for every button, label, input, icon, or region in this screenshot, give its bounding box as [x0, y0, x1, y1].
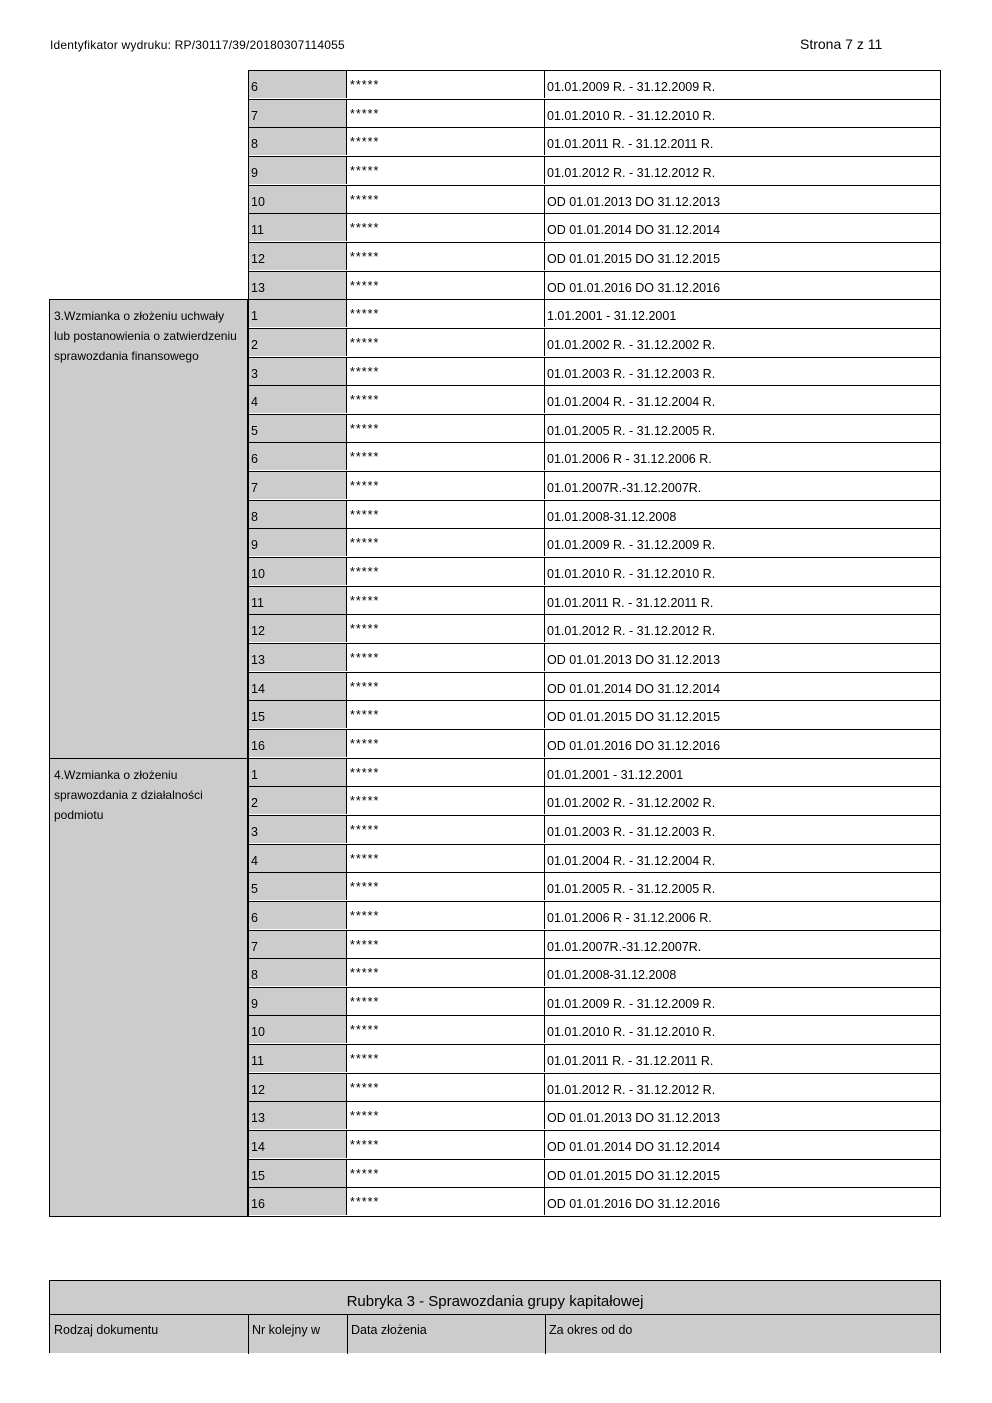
period: OD 01.01.2014 DO 31.12.2014 [547, 682, 721, 696]
period: 1.01.2001 - 31.12.2001 [547, 309, 677, 323]
period: 01.01.2004 R. - 31.12.2004 R. [547, 854, 716, 868]
filing-date: ***** [347, 1016, 545, 1043]
period: OD 01.01.2016 DO 31.12.2016 [547, 281, 721, 295]
filing-date: ***** [347, 787, 545, 814]
filing-date: ***** [347, 71, 545, 98]
table-row [248, 1130, 941, 1160]
page-number: Strona 7 z 11 [800, 36, 883, 52]
table-row [248, 1073, 941, 1102]
table-row [248, 1101, 941, 1131]
filing-date: ***** [347, 1074, 545, 1101]
row-number: 6 [249, 443, 347, 470]
table-row [248, 442, 941, 472]
table-row [248, 700, 941, 730]
table-row [248, 844, 941, 873]
row-number: 11 [249, 214, 347, 241]
filing-date: ***** [347, 845, 545, 872]
col-header-filing-date: Data złożenia [351, 1323, 427, 1337]
period: 01.01.2010 R. - 31.12.2010 R. [547, 1025, 716, 1039]
filing-date: ***** [347, 272, 545, 299]
row-number: 2 [249, 787, 347, 814]
documents-table [49, 70, 941, 1216]
filing-date: ***** [347, 1160, 545, 1187]
filing-date: ***** [347, 243, 545, 270]
table-row [248, 242, 941, 272]
table-row [248, 414, 941, 443]
filing-date: ***** [347, 587, 545, 614]
table-row [248, 471, 941, 501]
period: OD 01.01.2014 DO 31.12.2014 [547, 1140, 721, 1154]
row-number: 9 [249, 529, 347, 556]
row-number: 2 [249, 329, 347, 356]
row-number: 14 [249, 673, 347, 700]
row-number: 1 [249, 759, 347, 786]
row-number: 12 [249, 243, 347, 270]
row-number: 8 [249, 501, 347, 528]
row-number: 3 [249, 358, 347, 385]
section-label: 3.Wzmianka o złożeniu uchwały lub postanowienia o zatwierdzeniu sprawozdania finansowego [49, 299, 248, 759]
table-row [248, 385, 941, 415]
table-row [248, 528, 941, 558]
table-row [248, 70, 941, 100]
period: 01.01.2009 R. - 31.12.2009 R. [547, 538, 716, 552]
table-row [248, 729, 941, 759]
row-number: 15 [249, 1160, 347, 1187]
row-number: 12 [249, 1074, 347, 1101]
table-row [248, 672, 941, 701]
period: 01.01.2012 R. - 31.12.2012 R. [547, 166, 716, 180]
table-row [248, 156, 941, 186]
table-row [248, 872, 941, 902]
filing-date: ***** [347, 1131, 545, 1158]
period: 01.01.2008-31.12.2008 [547, 510, 677, 524]
table-row [248, 357, 941, 386]
filing-date: ***** [347, 558, 545, 585]
row-number: 9 [249, 157, 347, 184]
row-number: 12 [249, 615, 347, 642]
row-number: 7 [249, 100, 347, 127]
filing-date: ***** [347, 988, 545, 1015]
row-number: 1 [249, 300, 347, 327]
row-number: 6 [249, 902, 347, 929]
row-number: 5 [249, 415, 347, 442]
filing-date: ***** [347, 615, 545, 642]
period: 01.01.2009 R. - 31.12.2009 R. [547, 80, 716, 94]
table-row [248, 500, 941, 529]
period: OD 01.01.2015 DO 31.12.2015 [547, 1169, 721, 1183]
table-row [248, 271, 941, 300]
row-number: 13 [249, 272, 347, 299]
row-number: 11 [249, 587, 347, 614]
filing-date: ***** [347, 673, 545, 700]
filing-date: ***** [347, 300, 545, 327]
period: OD 01.01.2016 DO 31.12.2016 [547, 1197, 721, 1211]
row-number: 15 [249, 701, 347, 728]
table-row [248, 815, 941, 845]
period: 01.01.2005 R. - 31.12.2005 R. [547, 424, 716, 438]
table-row [248, 987, 941, 1016]
table-row [248, 1187, 941, 1217]
period: OD 01.01.2014 DO 31.12.2014 [547, 223, 721, 237]
table-row [248, 930, 941, 959]
table-row [248, 758, 941, 787]
row-number: 14 [249, 1131, 347, 1158]
row-number: 4 [249, 386, 347, 413]
filing-date: ***** [347, 501, 545, 528]
period: OD 01.01.2015 DO 31.12.2015 [547, 710, 721, 724]
print-id: Identyfikator wydruku: RP/30117/39/20180307114055 [50, 38, 345, 52]
period: 01.01.2003 R. - 31.12.2003 R. [547, 367, 716, 381]
period: 01.01.2005 R. - 31.12.2005 R. [547, 882, 716, 896]
rubryka-3-table [49, 1280, 941, 1353]
row-number: 6 [249, 71, 347, 98]
filing-date: ***** [347, 959, 545, 986]
period: OD 01.01.2013 DO 31.12.2013 [547, 1111, 721, 1125]
period: OD 01.01.2013 DO 31.12.2013 [547, 195, 721, 209]
period: 01.01.2006 R - 31.12.2006 R. [547, 452, 712, 466]
table-row [248, 99, 941, 128]
row-number: 8 [249, 959, 347, 986]
period: 01.01.2003 R. - 31.12.2003 R. [547, 825, 716, 839]
table-row [248, 213, 941, 243]
filing-date: ***** [347, 1045, 545, 1072]
period: 01.01.2009 R. - 31.12.2009 R. [547, 997, 716, 1011]
filing-date: ***** [347, 128, 545, 155]
filing-date: ***** [347, 701, 545, 728]
period: 01.01.2006 R - 31.12.2006 R. [547, 911, 712, 925]
filing-date: ***** [347, 329, 545, 356]
period: OD 01.01.2015 DO 31.12.2015 [547, 252, 721, 266]
table-row [248, 127, 941, 157]
row-number: 10 [249, 1016, 347, 1043]
filing-date: ***** [347, 1188, 545, 1215]
period: OD 01.01.2016 DO 31.12.2016 [547, 739, 721, 753]
table-row [248, 328, 941, 358]
table-row [248, 1159, 941, 1188]
period: OD 01.01.2013 DO 31.12.2013 [547, 653, 721, 667]
row-number: 5 [249, 873, 347, 900]
filing-date: ***** [347, 759, 545, 786]
period: 01.01.2008-31.12.2008 [547, 968, 677, 982]
table-row [248, 1044, 941, 1074]
filing-date: ***** [347, 529, 545, 556]
row-number: 13 [249, 1102, 347, 1129]
period: 01.01.2011 R. - 31.12.2011 R. [547, 596, 714, 610]
period: 01.01.2011 R. - 31.12.2011 R. [547, 1054, 714, 1068]
filing-date: ***** [347, 902, 545, 929]
filing-date: ***** [347, 415, 545, 442]
filing-date: ***** [347, 816, 545, 843]
table-row [248, 643, 941, 673]
row-number: 10 [249, 558, 347, 585]
table-row [248, 786, 941, 816]
row-number: 11 [249, 1045, 347, 1072]
row-number: 16 [249, 730, 347, 757]
period: 01.01.2010 R. - 31.12.2010 R. [547, 567, 716, 581]
rubryka-title: Rubryka 3 - Sprawozdania grupy kapitałowej [346, 1293, 644, 1310]
filing-date: ***** [347, 644, 545, 671]
row-number: 7 [249, 931, 347, 958]
row-number: 13 [249, 644, 347, 671]
filing-date: ***** [347, 472, 545, 499]
filing-date: ***** [347, 186, 545, 213]
filing-date: ***** [347, 100, 545, 127]
row-number: 9 [249, 988, 347, 1015]
filing-date: ***** [347, 443, 545, 470]
period: 01.01.2010 R. - 31.12.2010 R. [547, 109, 716, 123]
section-label: 4.Wzmianka o złożeniu sprawozdania z działalności podmiotu [49, 758, 248, 1217]
period: 01.01.2007R.-31.12.2007R. [547, 940, 702, 954]
row-number: 10 [249, 186, 347, 213]
filing-date: ***** [347, 873, 545, 900]
period: 01.01.2001 - 31.12.2001 [547, 768, 684, 782]
filing-date: ***** [347, 386, 545, 413]
period: 01.01.2002 R. - 31.12.2002 R. [547, 338, 716, 352]
table-row [248, 901, 941, 931]
row-number: 4 [249, 845, 347, 872]
row-number: 8 [249, 128, 347, 155]
row-number: 16 [249, 1188, 347, 1215]
table-row [248, 586, 941, 615]
filing-date: ***** [347, 931, 545, 958]
period: 01.01.2007R.-31.12.2007R. [547, 481, 702, 495]
period: 01.01.2012 R. - 31.12.2012 R. [547, 1083, 716, 1097]
col-header-sequence-number: Nr kolejny w [252, 1323, 321, 1337]
col-header-period: Za okres od do [549, 1323, 633, 1337]
period: 01.01.2012 R. - 31.12.2012 R. [547, 624, 716, 638]
filing-date: ***** [347, 214, 545, 241]
table-row [248, 185, 941, 214]
filing-date: ***** [347, 1102, 545, 1129]
col-header-document-type: Rodzaj dokumentu [54, 1323, 159, 1337]
filing-date: ***** [347, 157, 545, 184]
row-number: 7 [249, 472, 347, 499]
row-number: 3 [249, 816, 347, 843]
period: 01.01.2002 R. - 31.12.2002 R. [547, 796, 716, 810]
table-row [248, 557, 941, 587]
period: 01.01.2004 R. - 31.12.2004 R. [547, 395, 716, 409]
filing-date: ***** [347, 358, 545, 385]
filing-date: ***** [347, 730, 545, 757]
table-row [248, 1015, 941, 1045]
table-row [248, 958, 941, 988]
table-row [248, 614, 941, 644]
table-row [248, 299, 941, 329]
period: 01.01.2011 R. - 31.12.2011 R. [547, 137, 714, 151]
